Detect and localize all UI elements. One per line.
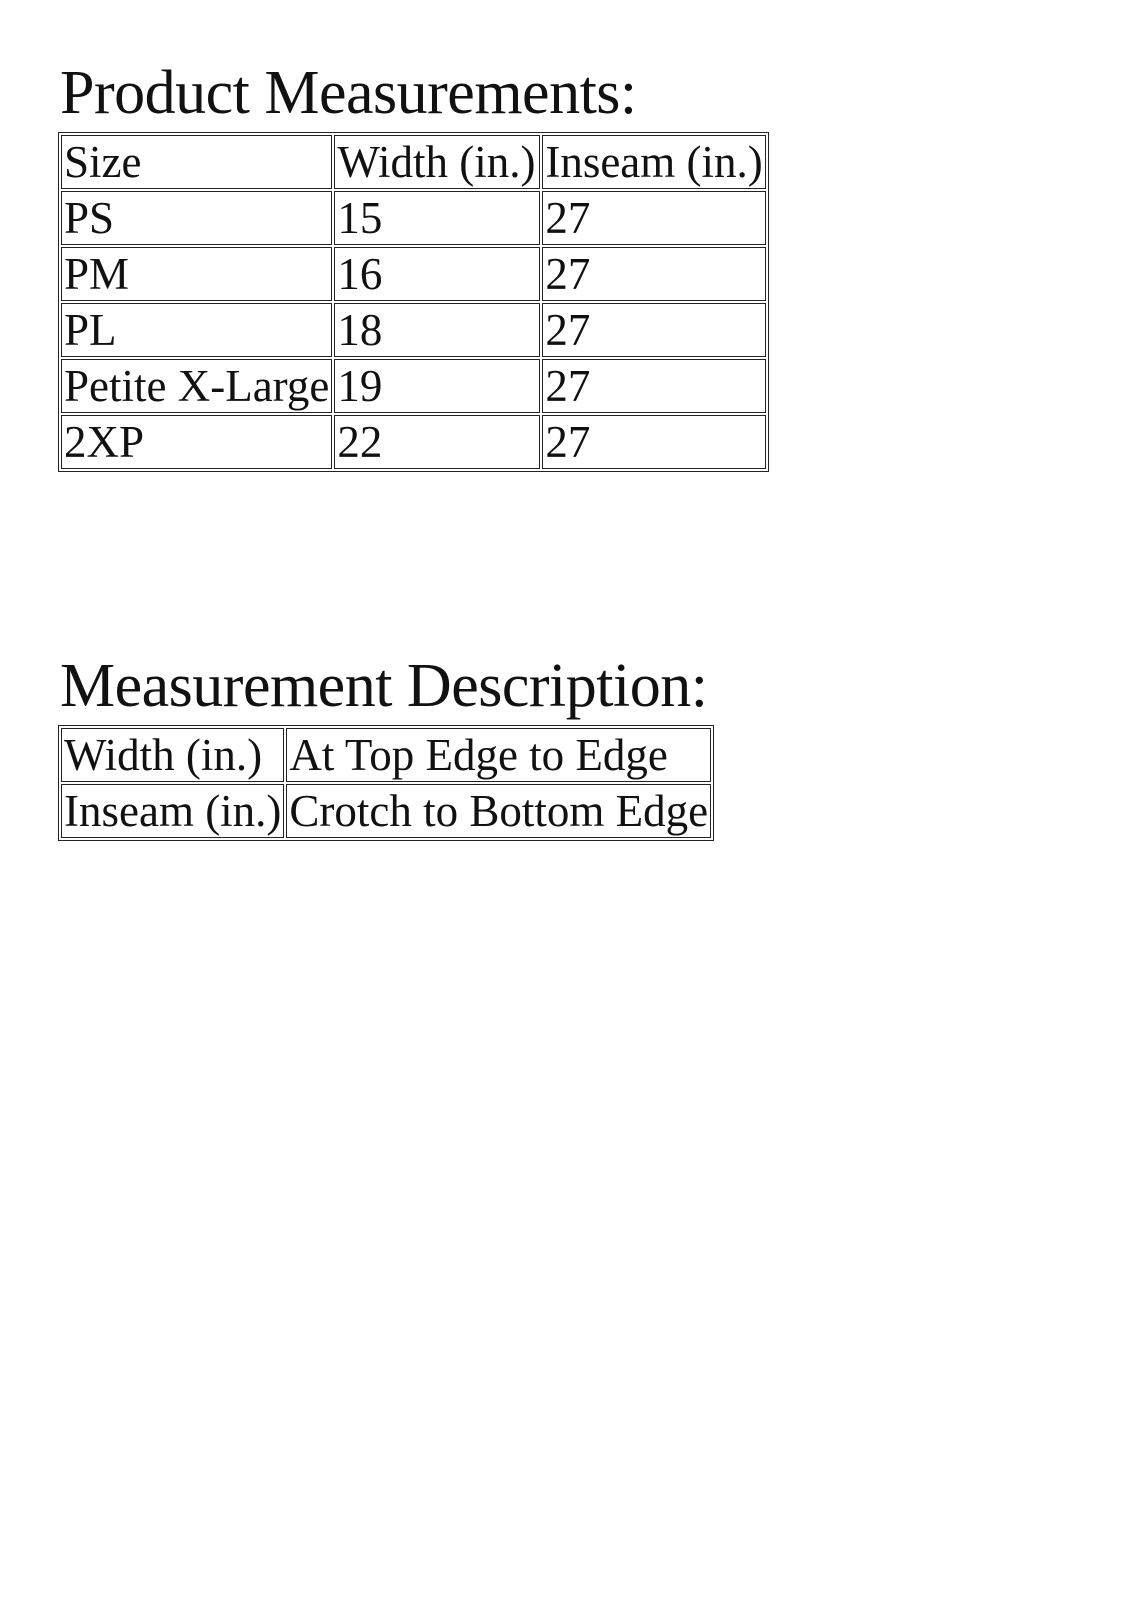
measurement-description-heading: Measurement Description:: [60, 652, 708, 720]
cell-inseam: 27: [542, 303, 765, 357]
table-row: [61, 784, 711, 838]
table-row: [61, 728, 711, 782]
cell-size: Petite X-Large: [61, 359, 332, 413]
cell-size: 2XP: [61, 415, 332, 469]
cell-width: 22: [334, 415, 540, 469]
header-size: Size: [61, 135, 332, 189]
table-row: [61, 303, 766, 357]
cell-measurement-description: Crotch to Bottom Edge: [286, 784, 711, 838]
measurement-description-table: [58, 725, 714, 841]
cell-measurement-description: At Top Edge to Edge: [286, 728, 711, 782]
cell-inseam: 27: [542, 191, 765, 245]
cell-width: 19: [334, 359, 540, 413]
cell-width: 16: [334, 247, 540, 301]
cell-size: PS: [61, 191, 332, 245]
header-inseam: Inseam (in.): [542, 135, 765, 189]
cell-inseam: 27: [542, 247, 765, 301]
table-row: [61, 415, 766, 469]
product-measurements-table: [58, 132, 769, 472]
table-row: [61, 247, 766, 301]
product-measurements-heading: Product Measurements:: [60, 59, 637, 127]
cell-size: PM: [61, 247, 332, 301]
header-width: Width (in.): [334, 135, 540, 189]
table-row: [61, 191, 766, 245]
table-row: [61, 359, 766, 413]
cell-size: PL: [61, 303, 332, 357]
cell-width: 15: [334, 191, 540, 245]
cell-measurement-name: Inseam (in.): [61, 784, 284, 838]
table-header-row: [61, 135, 766, 189]
cell-width: 18: [334, 303, 540, 357]
cell-measurement-name: Width (in.): [61, 728, 284, 782]
cell-inseam: 27: [542, 359, 765, 413]
cell-inseam: 27: [542, 415, 765, 469]
